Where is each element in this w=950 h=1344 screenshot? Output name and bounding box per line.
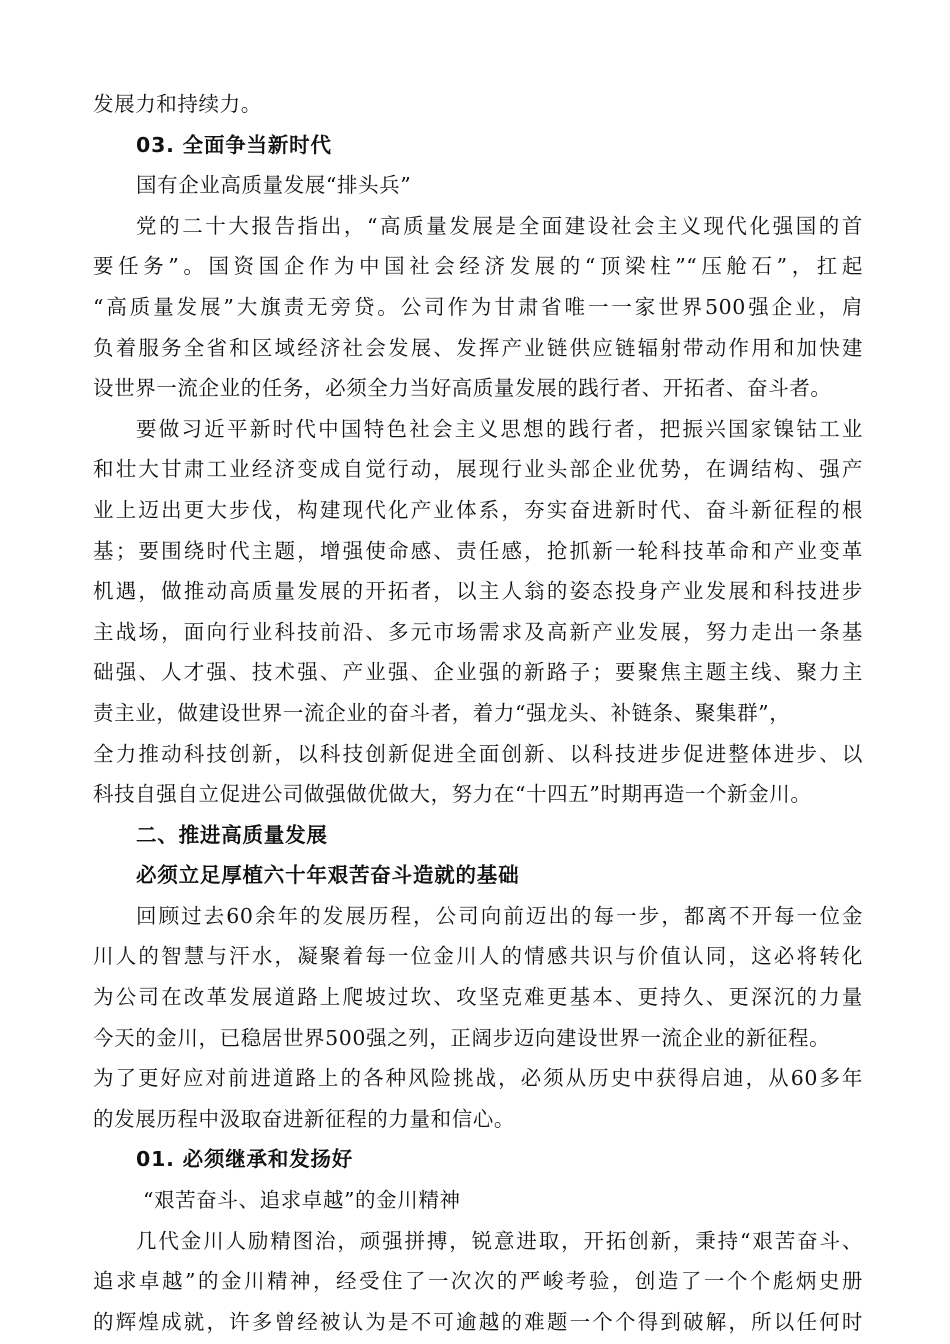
text-line: 要任务”。国资国企作为中国社会经济发展的“顶梁柱”“压舱石”，扛起 [93, 254, 863, 279]
text-line: 主战场，面向行业科技前沿、多元市场需求及高新产业发展，努力走出一条基 [93, 619, 863, 644]
text-line: 为公司在改革发展道路上爬坡过坎、攻坚克难更基本、更持久、更深沉的力量 [93, 985, 863, 1010]
section-heading: 03. 全面争当新时代 [136, 132, 332, 157]
text-line: 追求卓越”的金川精神，经受住了一次次的严峻考验，创造了一个个彪炳史册 [93, 1269, 863, 1294]
text-line: 和壮大甘肃工业经济变成自觉行动，展现行业头部企业优势，在调结构、强产 [93, 457, 863, 482]
text-line: 科技自强自立促进公司做强做优做大，努力在“十四五”时期再造一个新金川。 [93, 782, 812, 807]
section-heading: 01. 必须继承和发扬好 [136, 1147, 354, 1172]
text-line: 负着服务全省和区域经济社会发展、发挥产业链供应链辐射带动作用和加快建 [93, 335, 863, 360]
text-line: 的发展历程中汲取奋进新征程的力量和信心。 [93, 1106, 515, 1131]
text-line: 党的二十大报告指出，“高质量发展是全面建设社会主义现代化强国的首 [136, 213, 863, 238]
section-subtitle: 国有企业高质量发展“排头兵” [136, 173, 412, 198]
document-page [93, 84, 863, 1342]
text-line: 今天的金川，已稳居世界500强之列，正阔步迈向建设世界一流企业的新征程。 [93, 1025, 831, 1050]
text-line: 几代金川人励精图治，顽强拼搏，锐意进取，开拓创新，秉持“艰苦奋斗、 [136, 1228, 863, 1253]
text-line: 全力推动科技创新，以科技创新促进全面创新、以科技进步促进整体进步、以 [93, 741, 863, 766]
text-line: 基；要围绕时代主题，增强使命感、责任感，抢抓新一轮科技革命和产业变革 [93, 538, 863, 563]
text-line: 的辉煌成就，许多曾经被认为是不可逾越的难题一个个得到破解，所以任何时 [93, 1309, 863, 1334]
text-line: 机遇，做推动高质量发展的开拓者，以主人翁的姿态投身产业发展和科技进步 [93, 579, 863, 604]
text-line: 责主业，做建设世界一流企业的奋斗者，着力“强龙头、补链条、聚集群”， [93, 700, 791, 725]
text-line: 业上迈出更大步伐，构建现代化产业体系，夯实奋进新时代、奋斗新征程的根 [93, 497, 863, 522]
chapter-heading: 二、推进高质量发展 [136, 822, 328, 847]
section-subtitle: “艰苦奋斗、追求卓越”的金川精神 [143, 1188, 461, 1213]
text-line: 设世界一流企业的任务，必须全力当好高质量发展的践行者、开拓者、奋斗者。 [93, 376, 832, 401]
text-line: 川人的智慧与汗水，凝聚着每一位金川人的情感共识与价值认同，这必将转化 [93, 944, 863, 969]
text-line: 回顾过去60余年的发展历程，公司向前迈出的每一步，都离不开每一位金 [136, 903, 863, 928]
text-line: 为了更好应对前进道路上的各种风险挑战，必须从历史中获得启迪，从60多年 [93, 1066, 863, 1091]
text-line: “高质量发展”大旗责无旁贷。公司作为甘肃省唯一一家世界500强企业，肩 [93, 294, 863, 319]
chapter-subheading: 必须立足厚植六十年艰苦奋斗造就的基础 [136, 863, 520, 888]
text-line: 要做习近平新时代中国特色社会主义思想的践行者，把振兴国家镍钴工业 [136, 416, 863, 441]
text-line: 发展力和持续力。 [93, 92, 262, 116]
text-line: 础强、人才强、技术强、产业强、企业强的新路子；要聚焦主题主线、聚力主 [93, 660, 863, 685]
